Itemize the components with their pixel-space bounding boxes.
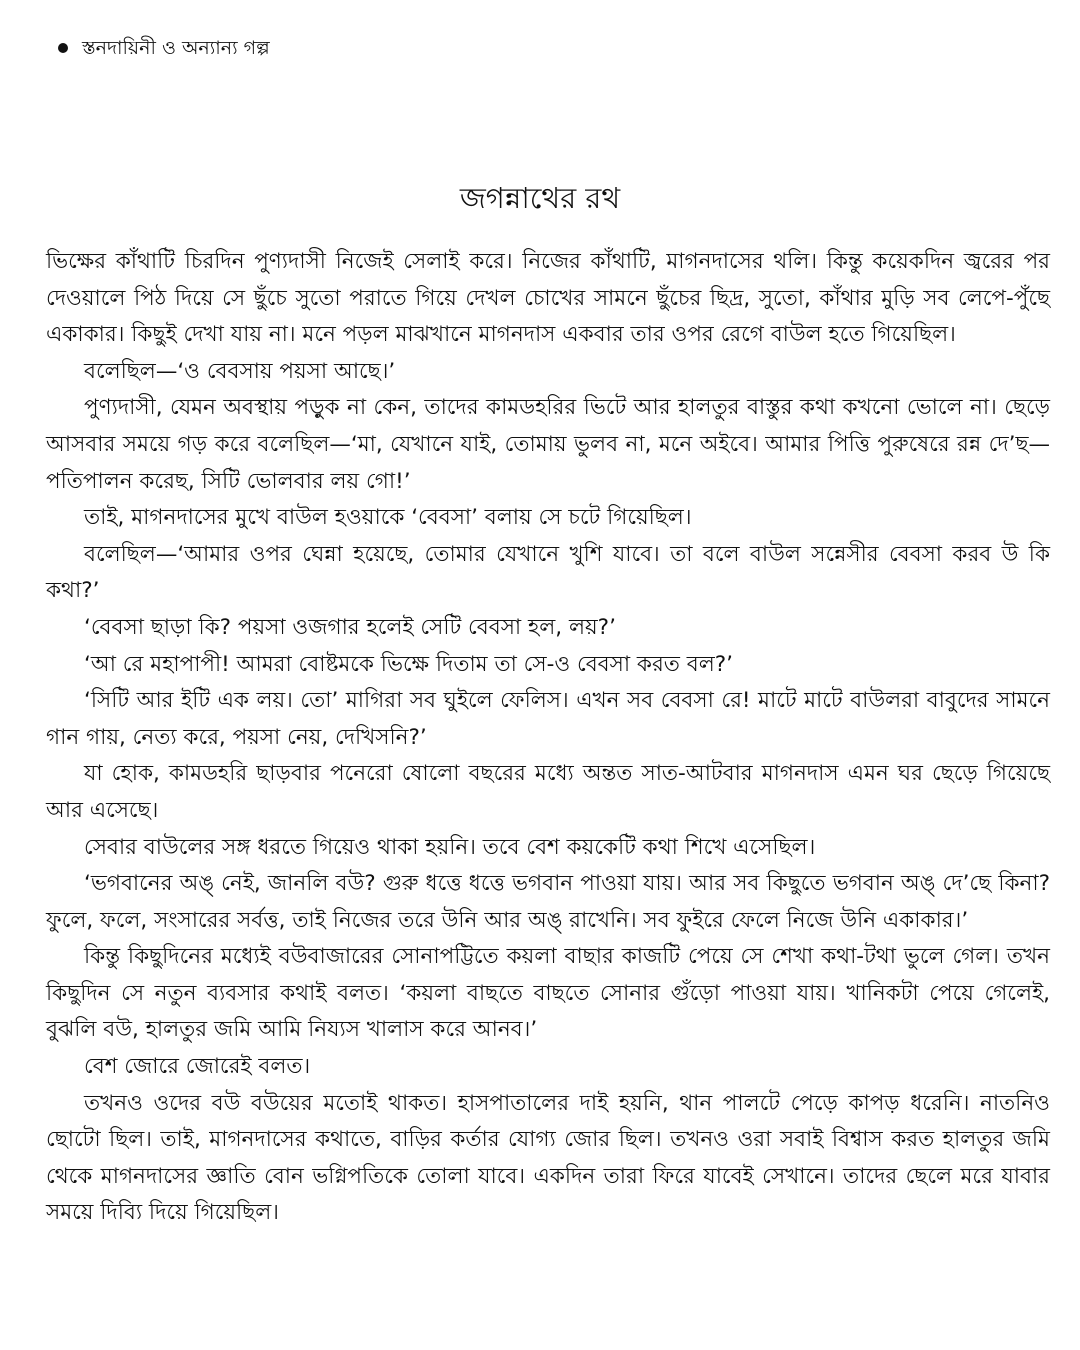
paragraph: বলেছিল—‘ও বেবসায় পয়সা আছে।’ <box>84 358 396 384</box>
paragraph: ভিক্ষের কাঁথাটি চিরদিন পুণ্যদাসী নিজেই সেলাই করে। নিজের কাঁথাটি, মাগনদাসের থলি। কিন্তু কয়েকদিন জ্বরের পর দেওয়ালে পিঠ দিয়ে সে ছুঁচে সুতো পরাতে গিয়ে দেখল চোখের সামনে ছুঁচের ছিদ্র, সুতো, কাঁথার মুড়ি সব লেপে-পুঁছে একাকার। কিছুই দেখা যায় না। মনে পড়ল মাঝখানে মাগনদাস একবার তার ওপর রেগে বাউল হতে গিয়েছিল। <box>46 249 1050 348</box>
paragraph: ‘সিটি আর ইটি এক লয়। তো’ মাগিরা সব ঘুইলে ফেলিস। এখন সব বেবসা রে! মাটে মাটে বাউলরা বাবুদের সামনে গান গায়, নেত্য করে, পয়সা নেয়, দেখিসনি?’ <box>46 688 1050 750</box>
book-title: স্তনদায়িনী ও অন্যান্য গল্প <box>82 37 270 59</box>
paragraph: ‘আ রে মহাপাপী! আমরা বোষ্টমকে ভিক্ষে দিতাম তা সে-ও বেবসা করত বল?’ <box>84 651 733 677</box>
story-body <box>46 244 1050 1232</box>
paragraph: ‘বেবসা ছাড়া কি? পয়সা ওজগার হলেই সেটি বেবসা হল, লয়?’ <box>84 614 616 640</box>
bullet-icon <box>58 43 68 53</box>
running-header <box>58 34 270 62</box>
paragraph: কিন্তু কিছুদিনের মধ্যেই বউবাজারের সোনাপট্টিতে কয়লা বাছার কাজটি পেয়ে সে শেখা কথা-টথা ভুলে গেল। তখন কিছুদিন সে নতুন ব্যবসার কথাই বলত। ‘কয়লা বাছতে বাছতে সোনার গুঁড়ো পাওয়া যায়। খানিকটা পেয়ে গেলেই, বুঝলি বউ, হালতুর জমি আমি নিয্যস খালাস করে আনব।’ <box>46 944 1050 1043</box>
paragraph: সেবার বাউলের সঙ্গ ধরতে গিয়েও থাকা হয়নি। তবে বেশ কয়কেটি কথা শিখে এসেছিল। <box>84 834 816 860</box>
paragraph: তখনও ওদের বউ বউয়ের মতোই থাকত। হাসপাতালের দাই হয়নি, থান পালটে পেড়ে কাপড় ধরেনি। নাতনিও ছোটো ছিল। তাই, মাগনদাসের কথাতে, বাড়ির কর্তার যোগ্য জোর ছিল। তখনও ওরা সবাই বিশ্বাস করত হালতুর জমি থেকে মাগনদাসের জ্ঞাতি বোন ভগ্নিপতিকে তোলা যাবে। একদিন তারা ফিরে যাবেই সেখানে। তাদের ছেলে মরে যাবার সময়ে দিব্যি দিয়ে গিয়েছিল। <box>46 1090 1050 1226</box>
story-title: জগন্নাথের রথ <box>459 181 621 215</box>
paragraph: ‘ভগবানের অঙ্ নেই, জানলি বউ? গুরু ধত্তে ধত্তে ভগবান পাওয়া যায়। আর সব কিছুতে ভগবান অঙ্ দে’ছে কিনা? ফুলে, ফলে, সংসারের সর্বত্ত, তাই নিজের তরে উনি আর অঙ্ রাখেনি। সব ফুইরে ফেলে নিজে উনি একাকার।’ <box>46 871 1050 933</box>
paragraph: যা হোক, কামডহরি ছাড়বার পনেরো ষোলো বছরের মধ্যে অন্তত সাত-আটবার মাগনদাস এমন ঘর ছেড়ে গিয়েছে আর এসেছে। <box>46 761 1050 823</box>
paragraph: বলেছিল—‘আমার ওপর ঘেন্না হয়েছে, তোমার যেখানে খুশি যাবে। তা বলে বাউল সন্নেসীর বেবসা করব উ কি কথা?’ <box>46 541 1050 604</box>
paragraph: পুণ্যদাসী, যেমন অবস্থায় পড়ুক না কেন, তাদের কামডহরির ভিটে আর হালতুর বাস্তুর কথা কখনো ভোলে না। ছেড়ে আসবার সময়ে গড় করে বলেছিল—‘মা, যেখানে যাই, তোমায় ভুলব না, মনে অইবে। আমার পিত্তি পুরুষেরে রন্ন দে’ছ—পতিপালন করেছ, সিটি ভোলবার লয় গো!’ <box>46 395 1050 494</box>
paragraph: তাই, মাগনদাসের মুখে বাউল হওয়াকে ‘বেবসা’ বলায় সে চটে গিয়েছিল। <box>84 505 692 531</box>
paragraph: বেশ জোরে জোরেই বলত। <box>84 1054 311 1080</box>
